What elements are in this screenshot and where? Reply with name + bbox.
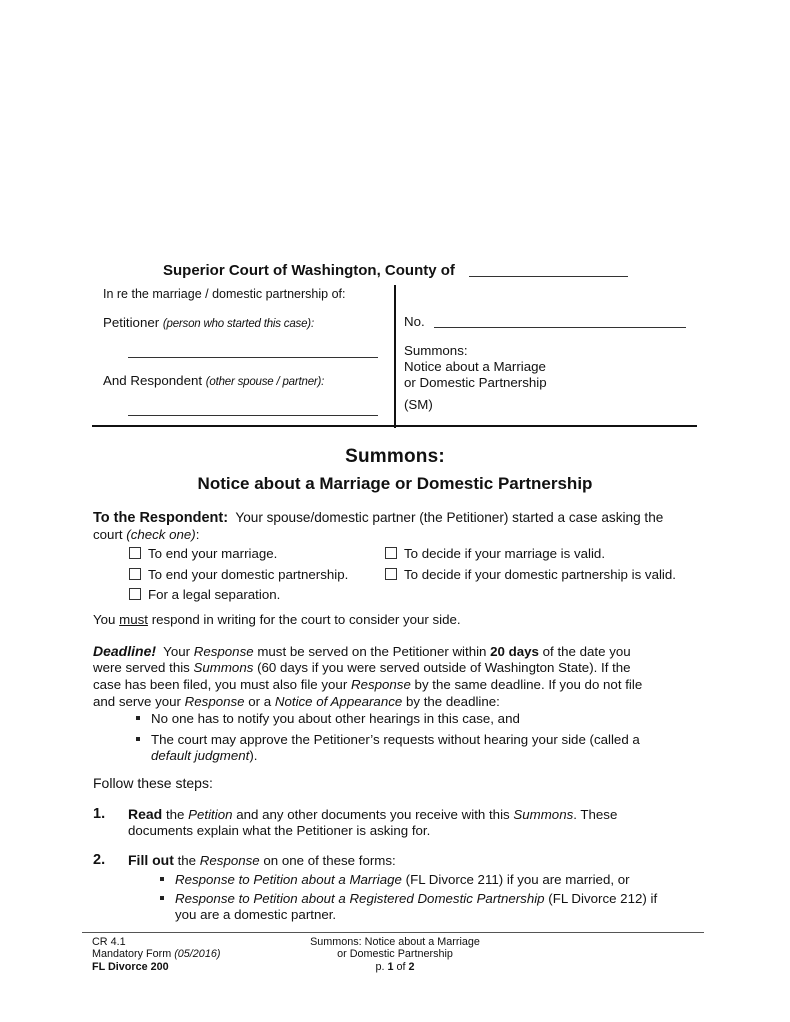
checkbox-marriage-valid[interactable] xyxy=(385,547,397,559)
step-response: Response xyxy=(199,853,260,868)
footer-rule-ref: CR 4.1 xyxy=(92,936,126,948)
deadline-lead: Deadline! xyxy=(93,643,157,659)
page-total: 2 xyxy=(408,961,415,973)
intro-line2 xyxy=(93,527,199,543)
deadline-text: or a xyxy=(248,694,272,709)
deadline-bullet-2: The court may approve the Petitioner’s requests without hearing your side (called a xyxy=(151,732,640,747)
respondent-lead: To the Respondent: xyxy=(93,510,229,526)
checkbox-partnership-valid[interactable] xyxy=(385,568,397,580)
petitioner-name-field[interactable] xyxy=(128,357,378,358)
step-summons: Summons xyxy=(513,807,574,822)
deadline-notice: Notice of Appearance xyxy=(274,694,403,709)
deadline-text: ). xyxy=(249,748,258,763)
step-text: on one of these forms: xyxy=(263,853,396,868)
deadline-summons: Summons xyxy=(193,660,254,675)
deadline-bullet-2-cont xyxy=(151,748,257,764)
must-pre: You xyxy=(93,612,116,627)
form-detail: (FL Divorce 212) if xyxy=(548,891,658,906)
form-option-partnership xyxy=(175,891,657,907)
form-name: Response to Petition about a Registered Domestic Partnership xyxy=(175,891,545,906)
checkbox-legal-separation[interactable] xyxy=(129,588,141,600)
option-legal-separation-label: For a legal separation. xyxy=(148,587,281,602)
must-post: respond in writing for the court to consider your side. xyxy=(151,612,461,627)
doc-title-line2: Notice about a Marriage xyxy=(404,359,546,374)
intro-colon: : xyxy=(195,527,200,542)
option-marriage-valid-label: To decide if your marriage is valid. xyxy=(404,546,606,561)
petitioner-colon: : xyxy=(310,318,314,330)
respondent-hint: (other spouse / partner) xyxy=(205,376,322,388)
deadline-text: of the date you xyxy=(542,644,631,659)
intro-line1 xyxy=(93,510,663,526)
page-pre: p. xyxy=(375,961,385,973)
form-option-partnership-cont: you are a domestic partner. xyxy=(175,907,337,922)
form-detail: (FL Divorce 211) if you are married, or xyxy=(405,872,630,887)
footer-mandatory-text: Mandatory Form xyxy=(92,948,172,960)
doc-title-line1: Summons: xyxy=(404,343,468,358)
deadline-text: by the same deadline. If you do not file xyxy=(414,677,643,692)
checkbox-end-partnership[interactable] xyxy=(129,568,141,580)
step-2-line1 xyxy=(128,852,396,869)
option-partnership-valid-label: To decide if your domestic partnership is valid. xyxy=(404,567,676,582)
court-title xyxy=(163,262,455,279)
step-petition: Petition xyxy=(188,807,233,822)
caption-vertical-divider xyxy=(394,285,396,428)
deadline-response: Response xyxy=(350,677,411,692)
option-end-marriage-label: To end your marriage. xyxy=(148,546,278,561)
checkbox-end-marriage[interactable] xyxy=(129,547,141,559)
deadline-line2 xyxy=(93,660,631,676)
footer-date: (05/2016) xyxy=(174,948,221,960)
case-number-label: No. xyxy=(404,314,425,329)
deadline-line1 xyxy=(93,643,631,660)
doc-title-line3: or Domestic Partnership xyxy=(404,375,547,390)
bullet-icon xyxy=(136,716,140,720)
deadline-bullet-1: No one has to notify you about other hearings in this case, and xyxy=(151,711,520,726)
case-number-field[interactable] xyxy=(434,327,686,328)
must-respond-text xyxy=(93,612,461,628)
steps-intro: Follow these steps: xyxy=(93,775,213,791)
step-1-number: 1. xyxy=(93,806,106,822)
deadline-text: (60 days if you were served outside of Washington State). If the xyxy=(257,660,631,675)
step-2-bold: Fill out xyxy=(128,852,174,868)
deadline-response: Response xyxy=(193,644,254,659)
court-title-text: Superior Court of Washington, County of xyxy=(163,262,455,279)
step-text: . These xyxy=(573,807,618,822)
deadline-days: 20 days xyxy=(490,644,539,659)
respondent-colon: : xyxy=(321,376,325,388)
step-1-line1 xyxy=(128,806,617,823)
deadline-text: were served this xyxy=(93,660,190,675)
footer-title-line1: Summons: Notice about a Marriage xyxy=(310,936,480,948)
bullet-icon xyxy=(160,896,164,900)
respondent-text: And Respondent xyxy=(103,373,203,388)
page-title: Summons: xyxy=(345,446,445,467)
must-underlined: must xyxy=(119,612,148,627)
page-subtitle: Notice about a Marriage or Domestic Partnership xyxy=(197,474,593,493)
deadline-text: by the deadline: xyxy=(405,694,500,709)
deadline-line4 xyxy=(93,694,500,710)
caption-bottom-rule xyxy=(92,425,697,427)
footer-rule xyxy=(82,932,704,933)
step-2-number: 2. xyxy=(93,852,106,868)
form-option-marriage xyxy=(175,872,630,888)
petitioner-label xyxy=(103,315,314,332)
doc-code: (SM) xyxy=(404,397,433,412)
county-field[interactable] xyxy=(469,276,628,277)
deadline-response: Response xyxy=(184,694,245,709)
respondent-name-field[interactable] xyxy=(128,415,378,416)
bullet-icon xyxy=(160,877,164,881)
default-judgment: default judgment xyxy=(151,748,250,763)
petitioner-text: Petitioner xyxy=(103,315,160,330)
footer-page-number xyxy=(280,961,510,974)
step-1-line2: documents explain what the Petitioner is asking for. xyxy=(128,823,431,838)
footer-form-id: FL Divorce 200 xyxy=(92,961,169,973)
step-text: the xyxy=(177,853,197,868)
bullet-icon xyxy=(136,737,140,741)
page-of: of xyxy=(396,961,406,973)
deadline-text: case has been filed, you must also file your xyxy=(93,677,348,692)
respondent-label xyxy=(103,373,324,390)
step-1-bold: Read xyxy=(128,806,163,822)
in-re-label: In re the marriage / domestic partnership of: xyxy=(103,287,346,301)
form-name: Response to Petition about a Marriage xyxy=(175,872,402,887)
check-one-hint: (check one) xyxy=(126,527,196,542)
petitioner-hint: (person who started this case) xyxy=(162,318,311,330)
deadline-text: must be served on the Petitioner within xyxy=(257,644,487,659)
deadline-line3 xyxy=(93,677,642,693)
intro-court: court xyxy=(93,527,123,542)
footer-mandatory xyxy=(92,948,220,961)
option-end-partnership-label: To end your domestic partnership. xyxy=(148,567,349,582)
deadline-text: and serve your xyxy=(93,694,181,709)
step-text: and any other documents you receive with this xyxy=(236,807,510,822)
deadline-text: Your xyxy=(163,644,191,659)
step-text: the xyxy=(165,807,185,822)
footer-title-line2: or Domestic Partnership xyxy=(337,948,453,960)
page-current: 1 xyxy=(387,961,394,973)
intro-text: Your spouse/domestic partner (the Petitioner) started a case asking the xyxy=(235,510,664,525)
